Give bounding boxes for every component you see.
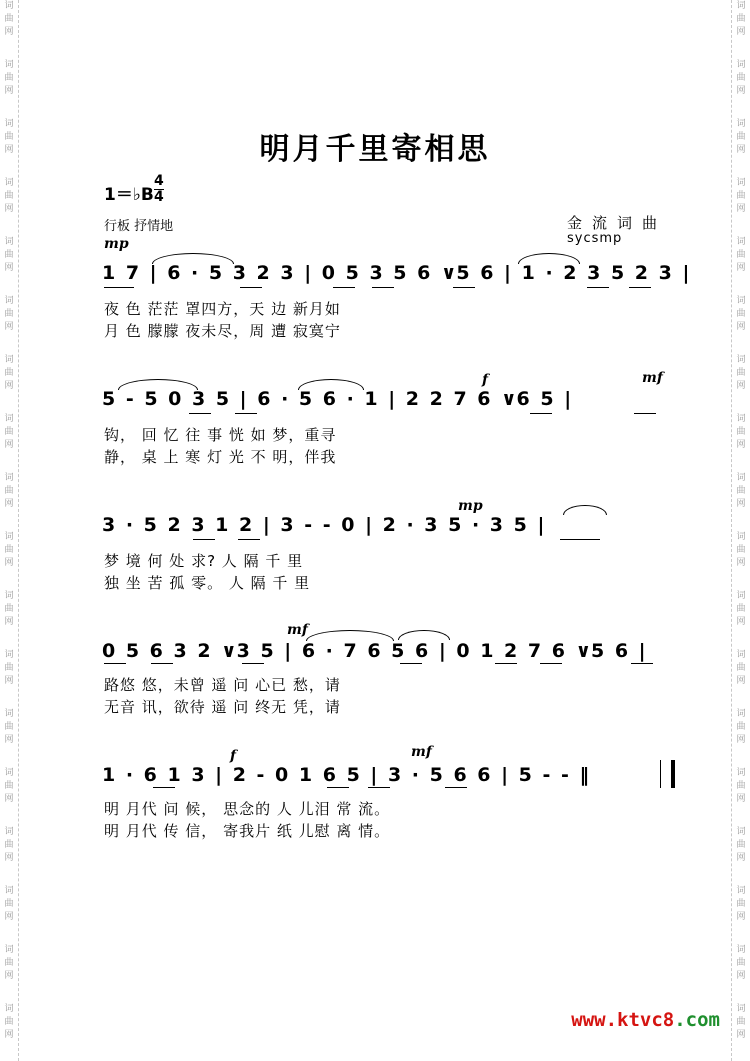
underline-beam [104, 663, 126, 664]
underline-beam [151, 663, 173, 664]
watermark-text: 词 曲 网 [736, 473, 746, 509]
underline-beam [495, 663, 517, 664]
notation-line-3: 3 · 5 2 3 1 2 | 3 - - 0 | 2 · 3 5 · 3 5 | [102, 514, 545, 536]
watermark-text: 词 曲 网 [736, 650, 746, 686]
time-signature-top: 4 [154, 173, 164, 189]
underline-beam [587, 287, 609, 288]
notation-line-1: 1 7 | 6 · 5 3 2 3 | 0 5 3 5 6 ∨5 6 | 1 · 2 3 5 2 3 | [102, 262, 690, 284]
underline-beam [400, 663, 422, 664]
lyrics-line-2-verse-2: 静， 桌 上 寒 灯 光 不 明，伴我 [104, 448, 337, 466]
watermark-text: 词 曲 网 [736, 532, 746, 568]
slur [298, 379, 364, 390]
notation-line-4: 0 5 6 3 2 ∨3 5 | 6 · 7 6 5 6 | 0 1 2 7 6 ∨5 6 | [102, 640, 646, 662]
watermark-text: 词 曲 网 [736, 827, 746, 863]
watermark-text: 词 曲 网 [4, 591, 14, 627]
underline-beam [540, 663, 562, 664]
watermark-text: 词 曲 网 [4, 355, 14, 391]
underline-beam [333, 287, 355, 288]
watermark-text: 词 曲 网 [4, 650, 14, 686]
lyrics-line-1-verse-2: 月 色 朦朦 夜未尽，周 遭 寂寞宁 [104, 322, 341, 340]
composer-credit: 金流词曲 [567, 214, 668, 232]
watermark-text: 词 曲 网 [736, 60, 746, 96]
underline-beam [453, 287, 475, 288]
watermark-text: 词 曲 网 [4, 473, 14, 509]
slur [152, 253, 234, 264]
dynamic-mark: mf [411, 744, 432, 760]
dynamic-mark: f [482, 372, 489, 388]
slur [306, 630, 394, 641]
watermark-text: 词 曲 网 [4, 296, 14, 332]
watermark-text: 词 曲 网 [4, 1, 14, 37]
slur [398, 630, 450, 640]
tempo-marking: 行板 抒情地 [104, 219, 174, 234]
lyrics-line-2-verse-1: 钩， 回 忆 往 事 恍 如 梦，重寻 [104, 426, 337, 444]
lyrics-line-5-verse-1: 明 月代 问 候， 思念的 人 儿泪 常 流。 [104, 800, 391, 818]
site-prefix: www. [571, 1009, 618, 1031]
final-barline [660, 760, 675, 788]
watermark-text: 词 曲 网 [736, 768, 746, 804]
dynamic-mark: mp [458, 498, 483, 514]
watermark-text: 词 曲 网 [736, 296, 746, 332]
slur [118, 379, 198, 390]
notation-line-2: 5 - 5 0 3 5 | 6 · 5 6 · 1 | 2 2 7 6 ∨6 5 | [102, 388, 572, 410]
watermark-text: 词 曲 网 [736, 709, 746, 745]
underline-beam [560, 539, 600, 540]
watermark-text: 词 曲 网 [4, 945, 14, 981]
watermark-text: 词 曲 网 [4, 414, 14, 450]
uploader-name: sycsmp [567, 231, 623, 246]
underline-beam [445, 787, 467, 788]
lyrics-line-5-verse-2: 明 月代 传 信， 寄我片 纸 儿慰 离 情。 [104, 822, 391, 840]
watermark-text: 词 曲 网 [4, 709, 14, 745]
slur [563, 505, 607, 515]
watermark-text: 词 曲 网 [736, 178, 746, 214]
watermark-text: 词 曲 网 [736, 591, 746, 627]
watermark-text: 词 曲 网 [736, 1004, 746, 1040]
dynamic-mark: mp [104, 236, 129, 252]
underline-beam [634, 413, 656, 414]
watermark-text: 词 曲 网 [736, 1, 746, 37]
lyrics-line-1-verse-1: 夜 色 茫茫 罩四方，天 边 新月如 [104, 300, 341, 318]
lyrics-line-4-verse-2: 无音 讯，欲待 遥 问 终无 凭，请 [104, 698, 341, 716]
underline-beam [238, 539, 260, 540]
site-suffix: .com [674, 1009, 720, 1031]
underline-beam [193, 539, 215, 540]
underline-beam [629, 287, 651, 288]
watermark-text: 词 曲 网 [4, 1004, 14, 1040]
watermark-text: 词 曲 网 [736, 414, 746, 450]
time-signature-bottom: 4 [154, 189, 164, 205]
lyrics-line-4-verse-1: 路悠 悠，未曾 遥 问 心已 愁，请 [104, 676, 341, 694]
underline-beam [240, 287, 262, 288]
watermark-text: 词 曲 网 [4, 60, 14, 96]
watermark-text: 词 曲 网 [4, 532, 14, 568]
watermark-text: 词 曲 网 [736, 237, 746, 273]
watermark-text: 词 曲 网 [4, 768, 14, 804]
notation-line-5: 1 · 6 1 3 | 2 - 0 1 6 5 | 3 · 5 6 6 | 5 - - ‖ [102, 764, 590, 786]
watermark-text: 词 曲 网 [736, 886, 746, 922]
lyrics-line-3-verse-2: 独 坐 苦 孤 零。 人 隔 千 里 [104, 574, 311, 592]
underline-beam [368, 787, 390, 788]
watermark-text: 词 曲 网 [736, 119, 746, 155]
dynamic-mark: f [230, 748, 237, 764]
underline-beam [153, 787, 175, 788]
underline-beam [327, 787, 349, 788]
lyrics-line-3-verse-1: 梦 境 何 处 求? 人 隔 千 里 [104, 552, 304, 570]
watermark-text: 词 曲 网 [736, 355, 746, 391]
site-watermark [571, 1009, 720, 1031]
watermark-text: 词 曲 网 [736, 945, 746, 981]
watermark-text: 词 曲 网 [4, 886, 14, 922]
key-signature: 1＝♭B [104, 185, 154, 205]
underline-beam [530, 413, 552, 414]
slur [518, 253, 580, 264]
song-title: 明月千里寄相思 [259, 132, 491, 167]
underline-beam [235, 413, 257, 414]
dynamic-mark: mf [287, 622, 308, 638]
watermark-text: 词 曲 网 [4, 178, 14, 214]
underline-beam [189, 413, 211, 414]
dynamic-mark: mf [642, 370, 663, 386]
underline-beam [242, 663, 264, 664]
watermark-text: 词 曲 网 [4, 237, 14, 273]
time-signature [154, 174, 164, 205]
watermark-text: 词 曲 网 [4, 827, 14, 863]
underline-beam [104, 287, 134, 288]
watermark-text: 词 曲 网 [4, 119, 14, 155]
site-name: ktvc8 [617, 1009, 675, 1031]
underline-beam [631, 663, 653, 664]
underline-beam [372, 287, 394, 288]
